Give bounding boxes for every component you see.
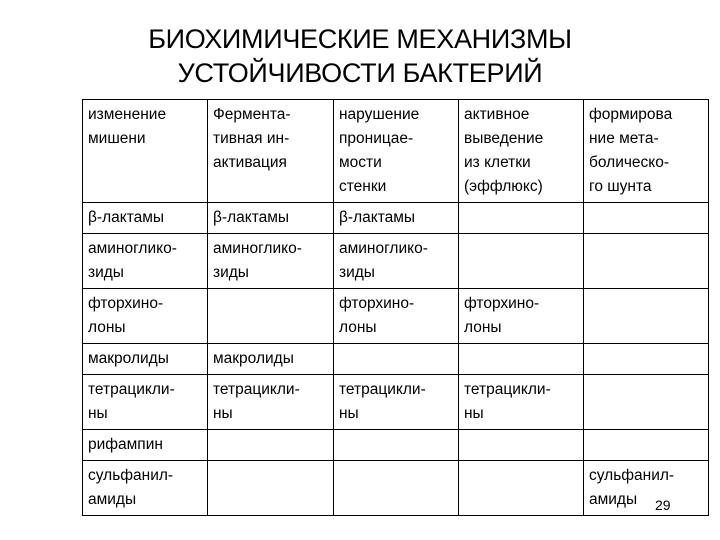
table-row — [83, 461, 709, 516]
table-cell: аминоглико- зиды — [208, 234, 334, 289]
table-cell — [208, 289, 334, 344]
title-line-1: БИОХИМИЧЕСКИЕ МЕХАНИЗМЫ — [148, 24, 572, 54]
table-cell — [584, 234, 709, 289]
header-row — [83, 100, 709, 203]
table-cell: макролиды — [83, 344, 208, 375]
table-row — [83, 234, 709, 289]
table-cell: аминоглико- зиды — [83, 234, 208, 289]
table-cell: рифампин — [83, 430, 208, 461]
title-line-2: УСТОЙЧИВОСТИ БАКТЕРИЙ — [177, 58, 543, 88]
header-cell: активное выведение из клетки (эффлюкс) — [459, 100, 584, 203]
table-cell — [584, 344, 709, 375]
table-cell — [459, 430, 584, 461]
table-cell — [208, 461, 334, 516]
header-cell: изменение мишени — [83, 100, 208, 203]
page-number: 29 — [655, 497, 671, 513]
table-cell: макролиды — [208, 344, 334, 375]
table-cell: сульфанил- амиды — [584, 461, 709, 516]
table-cell — [459, 344, 584, 375]
table-cell — [459, 203, 584, 234]
table-cell — [584, 203, 709, 234]
table-row — [83, 289, 709, 344]
table-row — [83, 203, 709, 234]
table-cell: β-лактамы — [334, 203, 459, 234]
table-cell — [584, 289, 709, 344]
table-cell — [584, 375, 709, 430]
header-cell: Фермента- тивная ин- активация — [208, 100, 334, 203]
table-cell: тетрацикли- ны — [459, 375, 584, 430]
table-cell — [584, 430, 709, 461]
header-cell: нарушение проницае- мости стенки — [334, 100, 459, 203]
table-row — [83, 375, 709, 430]
table-cell — [459, 234, 584, 289]
table-cell — [334, 430, 459, 461]
table-cell: тетрацикли- ны — [83, 375, 208, 430]
table-cell: фторхино- лоны — [459, 289, 584, 344]
table-cell — [459, 461, 584, 516]
table-cell: β-лактамы — [83, 203, 208, 234]
table-cell: сульфанил- амиды — [83, 461, 208, 516]
table-cell: фторхино- лоны — [334, 289, 459, 344]
table-cell — [334, 461, 459, 516]
table-cell: тетрацикли- ны — [334, 375, 459, 430]
table-cell — [208, 430, 334, 461]
table-cell: фторхино- лоны — [83, 289, 208, 344]
table-row — [83, 430, 709, 461]
table-row — [83, 344, 709, 375]
table-cell: тетрацикли- ны — [208, 375, 334, 430]
table-cell — [334, 344, 459, 375]
table-cell: аминоглико- зиды — [334, 234, 459, 289]
table-cell: β-лактамы — [208, 203, 334, 234]
slide-title — [90, 22, 630, 90]
header-cell: формирова ние мета- болическо- го шунта — [584, 100, 709, 203]
resistance-mechanisms-table — [82, 99, 709, 516]
